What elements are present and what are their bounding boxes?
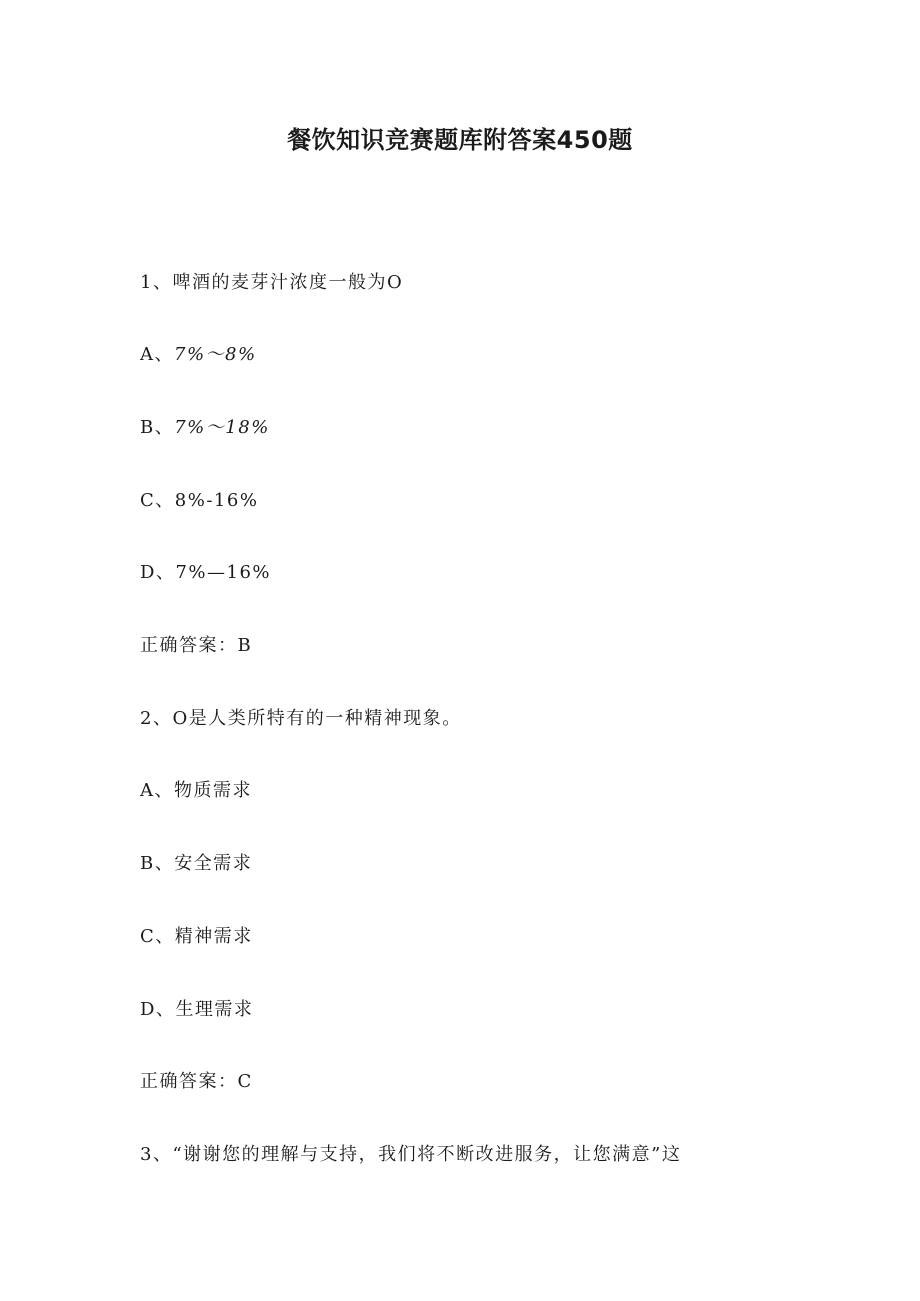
option-text: 7%—16% xyxy=(175,562,272,583)
question-1-answer xyxy=(140,631,800,661)
option-text: 安全需求 xyxy=(174,853,253,874)
document-title: 餐饮知识竞赛题库附答案450题 xyxy=(287,126,633,154)
question-1-option-d xyxy=(140,558,800,588)
option-label: C、 xyxy=(140,926,175,947)
question-1-option-b xyxy=(140,413,800,443)
answer-value: B xyxy=(237,635,253,656)
question-text: 啤酒的麦芽汁浓度一般为O xyxy=(172,272,404,293)
option-text: 8%-16% xyxy=(174,490,259,511)
answer-label: 正确答案： xyxy=(140,635,238,656)
option-text: 7%～8% xyxy=(174,344,257,365)
option-label: D、 xyxy=(140,562,176,583)
option-text: 生理需求 xyxy=(175,999,254,1020)
question-number: 2、 xyxy=(140,708,173,729)
option-label: D、 xyxy=(140,999,176,1020)
question-2-option-d xyxy=(140,995,800,1025)
option-label: C、 xyxy=(140,490,175,511)
option-text: 7%～18% xyxy=(174,417,270,438)
option-label: B、 xyxy=(140,853,175,874)
question-number: 3、 xyxy=(140,1144,173,1165)
question-3 xyxy=(140,1140,800,1170)
option-label: A、 xyxy=(140,344,174,365)
question-1-option-c xyxy=(140,486,800,516)
option-label: A、 xyxy=(140,780,174,801)
question-text: “谢谢您的理解与支持，我们将不断改进服务，让您满意”这 xyxy=(172,1144,682,1165)
question-2-answer xyxy=(140,1067,800,1097)
question-text: O是人类所特有的一种精神现象。 xyxy=(172,708,462,729)
question-2-option-b xyxy=(140,849,800,879)
question-number: 1、 xyxy=(140,272,173,293)
answer-value: C xyxy=(237,1071,253,1092)
question-2-option-a xyxy=(140,776,800,806)
option-label: B、 xyxy=(140,417,175,438)
question-1-option-a xyxy=(140,340,800,370)
question-1 xyxy=(140,268,800,298)
answer-label: 正确答案： xyxy=(140,1071,238,1092)
option-text: 精神需求 xyxy=(174,926,253,947)
question-2 xyxy=(140,704,800,734)
option-text: 物质需求 xyxy=(174,780,252,801)
question-2-option-c xyxy=(140,922,800,952)
